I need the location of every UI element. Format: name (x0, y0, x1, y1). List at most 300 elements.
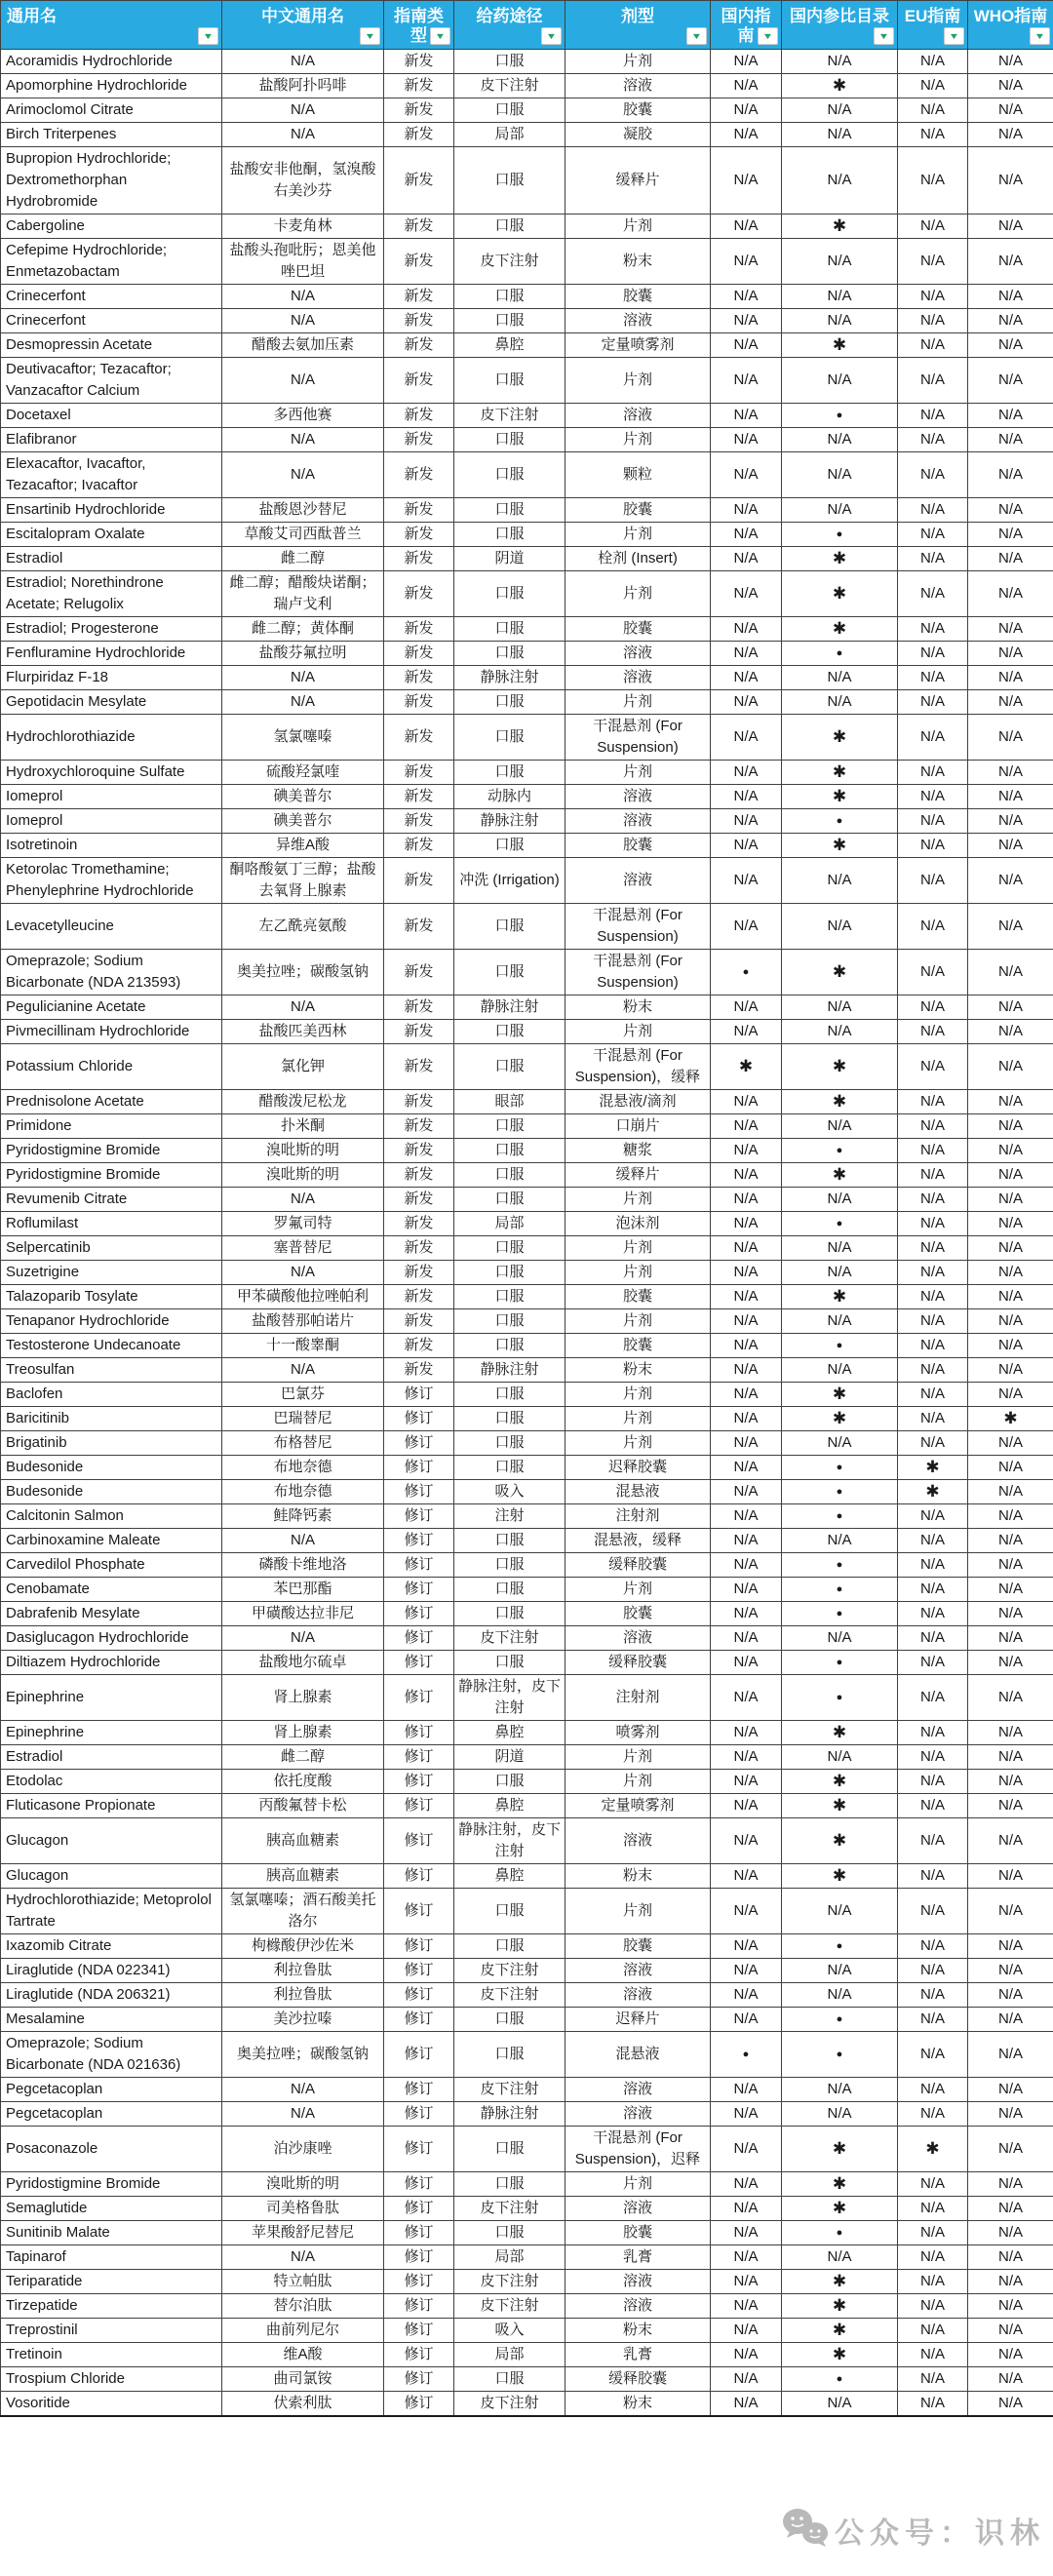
cell-guide_type: 新发 (384, 1236, 454, 1261)
cell-eu_guide: N/A (898, 1651, 968, 1675)
cell-domestic_guide: N/A (711, 1090, 782, 1114)
cell-dosage_form: 片剂 (566, 215, 711, 239)
cell-eu_guide: N/A (898, 2392, 968, 2417)
cell-generic_name: Roflumilast (1, 1212, 222, 1236)
cell-dosage_form: 溶液 (566, 309, 711, 333)
cell-eu_guide: N/A (898, 904, 968, 950)
cell-cn_generic_name: 巴瑞替尼 (222, 1407, 384, 1431)
table-row (1, 642, 1053, 666)
column-header-label: 指南类型 (394, 7, 444, 45)
cell-who_guide: N/A (968, 2367, 1053, 2392)
cell-cn_generic_name: 酮咯酸氨丁三醇；盐酸去氧肾上腺素 (222, 858, 384, 904)
cell-generic_name: Semaglutide (1, 2197, 222, 2221)
cell-eu_guide: N/A (898, 995, 968, 1020)
cell-guide_type: 修订 (384, 2032, 454, 2078)
cell-who_guide: N/A (968, 1480, 1053, 1504)
table-body (1, 50, 1053, 2417)
cell-domestic_guide: N/A (711, 1675, 782, 1721)
cell-domestic_guide: N/A (711, 1383, 782, 1407)
cell-eu_guide: N/A (898, 50, 968, 74)
cell-generic_name: Pivmecillinam Hydrochloride (1, 1020, 222, 1044)
cell-route: 注射 (454, 1504, 566, 1529)
cell-generic_name: Gepotidacin Mesylate (1, 690, 222, 715)
table-row (1, 2008, 1053, 2032)
cell-cn_generic_name: 草酸艾司西酞普兰 (222, 523, 384, 547)
column-header-label: 通用名 (7, 7, 57, 25)
cell-who_guide: N/A (968, 2102, 1053, 2127)
cell-generic_name: Elafibranor (1, 428, 222, 452)
filter-arrow-icon: ▼ (202, 30, 214, 41)
cell-dosage_form: 缓释片 (566, 147, 711, 215)
cell-dosage_form: 溶液 (566, 642, 711, 666)
cell-dosage_form: 片剂 (566, 358, 711, 404)
cell-who_guide: N/A (968, 215, 1053, 239)
table-row (1, 1114, 1053, 1139)
table-row (1, 1309, 1053, 1334)
cell-guide_type: 修订 (384, 2197, 454, 2221)
cell-who_guide: N/A (968, 642, 1053, 666)
cell-guide_type: 新发 (384, 239, 454, 285)
filter-arrow-icon: ▼ (878, 30, 890, 41)
cell-generic_name: Pegcetacoplan (1, 2102, 222, 2127)
cell-eu_guide: N/A (898, 2270, 968, 2294)
cell-domestic_reference: ✱ (782, 834, 898, 858)
cell-dosage_form: 干混悬剂 (For Suspension) (566, 950, 711, 995)
cell-eu_guide: N/A (898, 1770, 968, 1794)
cell-who_guide: N/A (968, 1529, 1053, 1553)
cell-eu_guide: N/A (898, 1163, 968, 1188)
cell-guide_type: 新发 (384, 571, 454, 617)
cell-cn_generic_name: 硫酸羟氯喹 (222, 761, 384, 785)
cell-route: 静脉注射 (454, 809, 566, 834)
cell-route: 口服 (454, 1383, 566, 1407)
cell-eu_guide: N/A (898, 1529, 968, 1553)
cell-who_guide: N/A (968, 1114, 1053, 1139)
cell-route: 口服 (454, 1261, 566, 1285)
cell-generic_name: Levacetylleucine (1, 904, 222, 950)
cell-dosage_form: 溶液 (566, 2102, 711, 2127)
cell-generic_name: Tenapanor Hydrochloride (1, 1309, 222, 1334)
cell-route: 皮下注射 (454, 404, 566, 428)
cell-route: 口服 (454, 1602, 566, 1626)
cell-domestic_reference: ✱ (782, 1770, 898, 1794)
filter-arrow-icon: ▼ (948, 30, 960, 41)
cell-guide_type: 新发 (384, 834, 454, 858)
cell-who_guide: N/A (968, 1794, 1053, 1818)
cell-eu_guide: N/A (898, 1431, 968, 1456)
cell-dosage_form: 缓释片 (566, 1163, 711, 1188)
cell-guide_type: 新发 (384, 1090, 454, 1114)
cell-dosage_form: 胶囊 (566, 1934, 711, 1959)
filter-dropdown-button[interactable] (198, 27, 218, 45)
cell-generic_name: Ensartinib Hydrochloride (1, 498, 222, 523)
table-row (1, 1020, 1053, 1044)
cell-guide_type: 新发 (384, 617, 454, 642)
cell-route: 局部 (454, 1212, 566, 1236)
cell-cn_generic_name: N/A (222, 452, 384, 498)
cell-domestic_guide: N/A (711, 285, 782, 309)
table-row (1, 2102, 1053, 2127)
table-row (1, 2172, 1053, 2197)
cell-generic_name: Birch Triterpenes (1, 123, 222, 147)
cell-who_guide: N/A (968, 50, 1053, 74)
cell-eu_guide: N/A (898, 571, 968, 617)
cell-guide_type: 修订 (384, 1889, 454, 1934)
cell-who_guide: N/A (968, 1431, 1053, 1456)
cell-generic_name: Ixazomib Citrate (1, 1934, 222, 1959)
cell-generic_name: Carbinoxamine Maleate (1, 1529, 222, 1553)
cell-guide_type: 修订 (384, 2245, 454, 2270)
cell-eu_guide: N/A (898, 858, 968, 904)
cell-domestic_reference: N/A (782, 1188, 898, 1212)
cell-domestic_reference: N/A (782, 428, 898, 452)
cell-who_guide: N/A (968, 1651, 1053, 1675)
cell-cn_generic_name: N/A (222, 2102, 384, 2127)
cell-domestic_reference: ✱ (782, 571, 898, 617)
filter-arrow-icon: ▼ (761, 30, 774, 41)
table-row (1, 1770, 1053, 1794)
cell-dosage_form: 乳膏 (566, 2343, 711, 2367)
cell-cn_generic_name: 多西他赛 (222, 404, 384, 428)
cell-route: 冲洗 (Irrigation) (454, 858, 566, 904)
cell-generic_name: Deutivacaftor; Tezacaftor; Vanzacaftor Calcium (1, 358, 222, 404)
filter-dropdown-button[interactable] (430, 27, 450, 45)
cell-dosage_form: 混悬液 (566, 1480, 711, 1504)
cell-who_guide: N/A (968, 1626, 1053, 1651)
cell-guide_type: 修订 (384, 1578, 454, 1602)
cell-generic_name: Dabrafenib Mesylate (1, 1602, 222, 1626)
cell-route: 皮下注射 (454, 239, 566, 285)
cell-domestic_guide: N/A (711, 1188, 782, 1212)
column-header-generic_name (1, 1, 222, 50)
cell-domestic_reference: N/A (782, 123, 898, 147)
cell-who_guide: N/A (968, 285, 1053, 309)
filter-dropdown-button[interactable] (541, 27, 562, 45)
cell-cn_generic_name: 泊沙康唑 (222, 2127, 384, 2172)
filter-dropdown-button[interactable] (1030, 27, 1050, 45)
cell-eu_guide: N/A (898, 2032, 968, 2078)
cell-eu_guide: N/A (898, 2343, 968, 2367)
cell-generic_name: Sunitinib Malate (1, 2221, 222, 2245)
cell-generic_name: Estradiol; Progesterone (1, 617, 222, 642)
cell-generic_name: Etodolac (1, 1770, 222, 1794)
cell-who_guide: N/A (968, 761, 1053, 785)
cell-dosage_form: 溶液 (566, 858, 711, 904)
cell-eu_guide: N/A (898, 2221, 968, 2245)
cell-domestic_reference: ✱ (782, 1044, 898, 1090)
table-row (1, 1983, 1053, 2008)
filter-dropdown-button[interactable] (360, 27, 380, 45)
cell-domestic_guide: N/A (711, 1651, 782, 1675)
cell-domestic_reference: N/A (782, 1358, 898, 1383)
cell-cn_generic_name: 塞普替尼 (222, 1236, 384, 1261)
cell-eu_guide: N/A (898, 452, 968, 498)
cell-route: 鼻腔 (454, 1721, 566, 1745)
cell-dosage_form: 片剂 (566, 1889, 711, 1934)
cell-dosage_form: 片剂 (566, 1431, 711, 1456)
cell-domestic_guide: N/A (711, 1602, 782, 1626)
cell-cn_generic_name: N/A (222, 995, 384, 1020)
cell-generic_name: Pegulicianine Acetate (1, 995, 222, 1020)
cell-who_guide: N/A (968, 1163, 1053, 1188)
cell-guide_type: 新发 (384, 285, 454, 309)
cell-domestic_guide: N/A (711, 666, 782, 690)
filter-dropdown-button[interactable] (758, 27, 778, 45)
cell-domestic_guide: N/A (711, 1864, 782, 1889)
cell-domestic_reference: ✱ (782, 1383, 898, 1407)
cell-route: 口服 (454, 50, 566, 74)
cell-eu_guide: N/A (898, 809, 968, 834)
cell-generic_name: Elexacaftor, Ivacaftor, Tezacaftor; Ivacaftor (1, 452, 222, 498)
cell-who_guide: N/A (968, 2172, 1053, 2197)
table-row (1, 1553, 1053, 1578)
cell-dosage_form: 溶液 (566, 2294, 711, 2319)
cell-cn_generic_name: 左乙酰亮氨酸 (222, 904, 384, 950)
cell-guide_type: 修订 (384, 1651, 454, 1675)
cell-guide_type: 新发 (384, 333, 454, 358)
cell-cn_generic_name: 利拉鲁肽 (222, 1983, 384, 2008)
cell-cn_generic_name: 利拉鲁肽 (222, 1959, 384, 1983)
cell-route: 口服 (454, 1578, 566, 1602)
cell-guide_type: 新发 (384, 215, 454, 239)
cell-guide_type: 新发 (384, 50, 454, 74)
cell-eu_guide: N/A (898, 642, 968, 666)
cell-domestic_guide: N/A (711, 1578, 782, 1602)
cell-route: 局部 (454, 123, 566, 147)
cell-cn_generic_name: 丙酸氟替卡松 (222, 1794, 384, 1818)
cell-domestic_reference: N/A (782, 858, 898, 904)
cell-generic_name: Tapinarof (1, 2245, 222, 2270)
filter-arrow-icon: ▼ (434, 30, 447, 41)
cell-dosage_form: 溶液 (566, 74, 711, 98)
table-row (1, 1334, 1053, 1358)
cell-dosage_form: 干混悬剂 (For Suspension) (566, 715, 711, 761)
table-row (1, 1163, 1053, 1188)
table-row (1, 785, 1053, 809)
cell-eu_guide: ✱ (898, 1456, 968, 1480)
column-header-route (454, 1, 566, 50)
cell-domestic_reference: N/A (782, 1114, 898, 1139)
cell-domestic_guide: N/A (711, 2270, 782, 2294)
table-row (1, 239, 1053, 285)
table-row (1, 123, 1053, 147)
cell-domestic_guide: N/A (711, 2392, 782, 2417)
cell-domestic_reference: ✱ (782, 2294, 898, 2319)
table-row (1, 333, 1053, 358)
cell-dosage_form: 胶囊 (566, 1602, 711, 1626)
cell-cn_generic_name: 苯巴那酯 (222, 1578, 384, 1602)
cell-cn_generic_name: N/A (222, 2245, 384, 2270)
cell-who_guide: N/A (968, 1456, 1053, 1480)
filter-dropdown-button[interactable] (874, 27, 894, 45)
cell-domestic_guide: N/A (711, 1431, 782, 1456)
cell-domestic_reference: ● (782, 2221, 898, 2245)
cell-domestic_guide: N/A (711, 147, 782, 215)
cell-guide_type: 新发 (384, 452, 454, 498)
cell-who_guide: N/A (968, 98, 1053, 123)
cell-route: 鼻腔 (454, 1864, 566, 1889)
cell-guide_type: 修订 (384, 2127, 454, 2172)
cell-cn_generic_name: N/A (222, 123, 384, 147)
cell-guide_type: 修订 (384, 1983, 454, 2008)
cell-generic_name: Budesonide (1, 1456, 222, 1480)
cell-domestic_reference: ● (782, 1504, 898, 1529)
cell-eu_guide: N/A (898, 1407, 968, 1431)
cell-who_guide: N/A (968, 309, 1053, 333)
cell-dosage_form: 注射剂 (566, 1675, 711, 1721)
cell-guide_type: 新发 (384, 904, 454, 950)
cell-eu_guide: N/A (898, 1114, 968, 1139)
cell-cn_generic_name: 司美格鲁肽 (222, 2197, 384, 2221)
cell-generic_name: Cenobamate (1, 1578, 222, 1602)
cell-domestic_guide: N/A (711, 2367, 782, 2392)
cell-who_guide: N/A (968, 2270, 1053, 2294)
cell-route: 口服 (454, 1934, 566, 1959)
column-header-label: WHO指南 (973, 7, 1048, 25)
cell-domestic_guide: N/A (711, 1407, 782, 1431)
cell-cn_generic_name: 溴吡斯的明 (222, 2172, 384, 2197)
cell-generic_name: Crinecerfont (1, 309, 222, 333)
cell-guide_type: 新发 (384, 123, 454, 147)
table-row (1, 2221, 1053, 2245)
cell-generic_name: Pyridostigmine Bromide (1, 2172, 222, 2197)
cell-dosage_form: 迟释胶囊 (566, 1456, 711, 1480)
cell-route: 口服 (454, 1553, 566, 1578)
cell-domestic_guide: N/A (711, 2102, 782, 2127)
cell-cn_generic_name: 雌二醇 (222, 1745, 384, 1770)
cell-eu_guide: N/A (898, 428, 968, 452)
cell-domestic_guide: N/A (711, 1504, 782, 1529)
cell-route: 静脉注射，皮下注射 (454, 1818, 566, 1864)
cell-cn_generic_name: 替尔泊肽 (222, 2294, 384, 2319)
cell-guide_type: 修订 (384, 2294, 454, 2319)
cell-domestic_guide: N/A (711, 1020, 782, 1044)
cell-generic_name: Fenfluramine Hydrochloride (1, 642, 222, 666)
table-row (1, 1651, 1053, 1675)
cell-dosage_form: 糖浆 (566, 1139, 711, 1163)
cell-dosage_form: 溶液 (566, 404, 711, 428)
cell-eu_guide: N/A (898, 1504, 968, 1529)
table-row (1, 1480, 1053, 1504)
cell-route: 口服 (454, 1334, 566, 1358)
cell-domestic_guide: N/A (711, 1959, 782, 1983)
cell-route: 鼻腔 (454, 1794, 566, 1818)
column-header-label: 中文通用名 (261, 7, 344, 25)
table-row (1, 404, 1053, 428)
cell-dosage_form: 粉末 (566, 995, 711, 1020)
cell-cn_generic_name: 卡麦角林 (222, 215, 384, 239)
cell-cn_generic_name: 美沙拉嗪 (222, 2008, 384, 2032)
cell-domestic_reference: ● (782, 1480, 898, 1504)
cell-cn_generic_name: 苹果酸舒尼替尼 (222, 2221, 384, 2245)
header-row (1, 1, 1053, 50)
cell-dosage_form: 溶液 (566, 809, 711, 834)
cell-dosage_form: 喷雾剂 (566, 1721, 711, 1745)
table-row (1, 2270, 1053, 2294)
column-header-guide_type (384, 1, 454, 50)
table-row (1, 1044, 1053, 1090)
table-row (1, 1889, 1053, 1934)
cell-guide_type: 修订 (384, 2343, 454, 2367)
cell-generic_name: Baclofen (1, 1383, 222, 1407)
cell-eu_guide: N/A (898, 1309, 968, 1334)
filter-dropdown-button[interactable] (686, 27, 707, 45)
cell-cn_generic_name: 盐酸安非他酮，氢溴酸右美沙芬 (222, 147, 384, 215)
cell-route: 皮下注射 (454, 2392, 566, 2417)
cell-cn_generic_name: 布地奈德 (222, 1456, 384, 1480)
cell-domestic_reference: ✱ (782, 1407, 898, 1431)
cell-domestic_guide: N/A (711, 98, 782, 123)
cell-dosage_form: 混悬液/滴剂 (566, 1090, 711, 1114)
cell-generic_name: Fluticasone Propionate (1, 1794, 222, 1818)
cell-generic_name: Estradiol; Norethindrone Acetate; Relugolix (1, 571, 222, 617)
cell-generic_name: Revumenib Citrate (1, 1188, 222, 1212)
cell-generic_name: Carvedilol Phosphate (1, 1553, 222, 1578)
cell-who_guide: N/A (968, 1578, 1053, 1602)
cell-route: 皮下注射 (454, 2270, 566, 2294)
cell-eu_guide: N/A (898, 333, 968, 358)
cell-domestic_reference: ✱ (782, 715, 898, 761)
cell-domestic_guide: N/A (711, 123, 782, 147)
cell-guide_type: 修订 (384, 1431, 454, 1456)
cell-domestic_guide: N/A (711, 715, 782, 761)
cell-domestic_guide: N/A (711, 1139, 782, 1163)
cell-domestic_reference: ● (782, 1139, 898, 1163)
cell-who_guide: N/A (968, 1818, 1053, 1864)
cell-eu_guide: N/A (898, 1721, 968, 1745)
cell-route: 口服 (454, 761, 566, 785)
cell-who_guide: N/A (968, 1504, 1053, 1529)
cell-dosage_form: 溶液 (566, 1959, 711, 1983)
cell-generic_name: Suzetrigine (1, 1261, 222, 1285)
table-row (1, 1934, 1053, 1959)
cell-generic_name: Selpercatinib (1, 1236, 222, 1261)
cell-eu_guide: N/A (898, 239, 968, 285)
cell-dosage_form: 颗粒 (566, 452, 711, 498)
cell-dosage_form: 片剂 (566, 2172, 711, 2197)
cell-who_guide: N/A (968, 2392, 1053, 2417)
cell-guide_type: 修订 (384, 1626, 454, 1651)
cell-domestic_guide: N/A (711, 834, 782, 858)
cell-domestic_guide: N/A (711, 215, 782, 239)
cell-domestic_reference: N/A (782, 1983, 898, 2008)
watermark-text: 公众号：识林 (835, 2517, 1045, 2550)
cell-cn_generic_name: 盐酸头孢吡肟；恩美他唑巴坦 (222, 239, 384, 285)
cell-cn_generic_name: 十一酸睾酮 (222, 1334, 384, 1358)
table-row (1, 1675, 1053, 1721)
cell-domestic_guide: N/A (711, 498, 782, 523)
cell-guide_type: 新发 (384, 498, 454, 523)
cell-guide_type: 修订 (384, 1407, 454, 1431)
cell-eu_guide: N/A (898, 2367, 968, 2392)
cell-cn_generic_name: 扑米酮 (222, 1114, 384, 1139)
cell-dosage_form: 干混悬剂 (For Suspension) (566, 904, 711, 950)
cell-route: 鼻腔 (454, 333, 566, 358)
cell-cn_generic_name: 磷酸卡维地洛 (222, 1553, 384, 1578)
cell-who_guide: N/A (968, 1721, 1053, 1745)
cell-guide_type: 修订 (384, 2392, 454, 2417)
cell-domestic_guide: N/A (711, 428, 782, 452)
cell-dosage_form: 片剂 (566, 428, 711, 452)
cell-dosage_form: 片剂 (566, 50, 711, 74)
filter-dropdown-button[interactable] (944, 27, 964, 45)
cell-guide_type: 新发 (384, 428, 454, 452)
cell-generic_name: Glucagon (1, 1818, 222, 1864)
cell-who_guide: N/A (968, 1602, 1053, 1626)
watermark (780, 2506, 1053, 2554)
cell-dosage_form: 胶囊 (566, 834, 711, 858)
cell-eu_guide: N/A (898, 666, 968, 690)
